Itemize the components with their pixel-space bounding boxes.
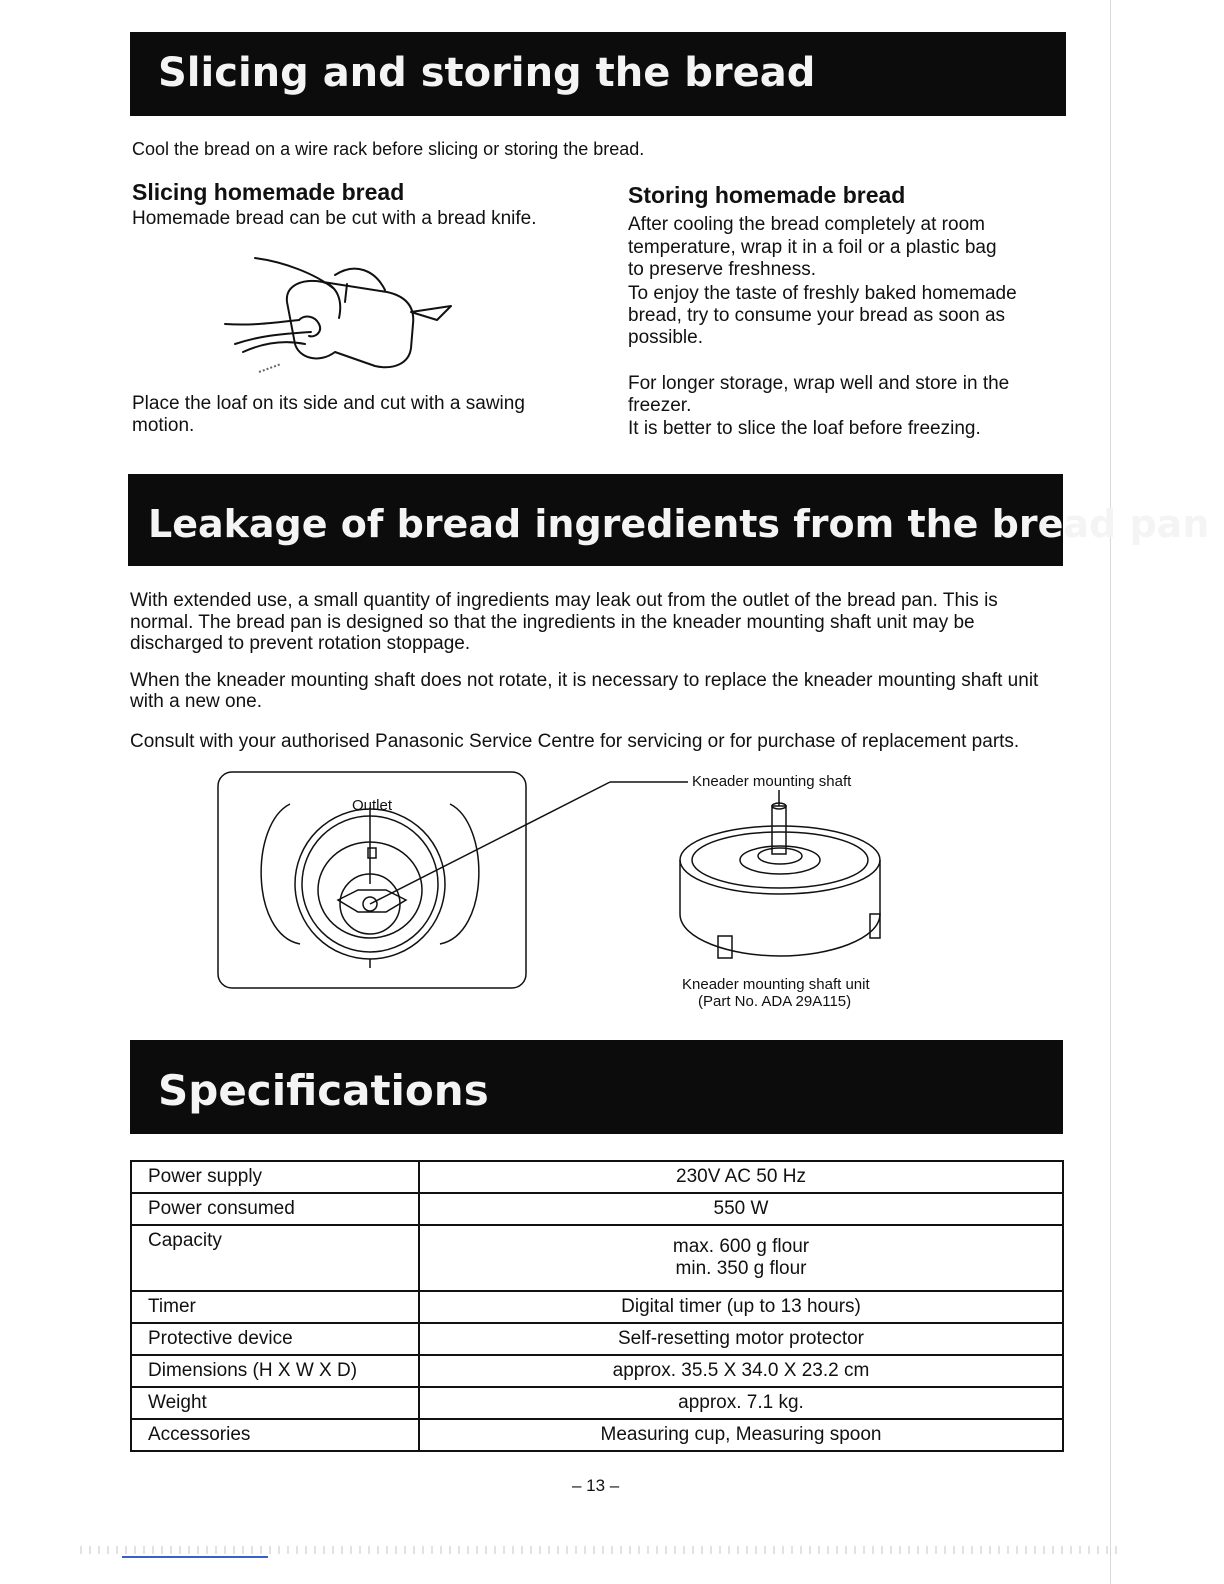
scan-artifact-line — [122, 1556, 268, 1558]
table-row — [131, 1225, 1063, 1291]
table-row — [131, 1323, 1063, 1355]
spec-value: Measuring cup, Measuring spoon — [419, 1419, 1063, 1451]
spec-value — [419, 1225, 1063, 1291]
spec-value: 230V AC 50 Hz — [419, 1161, 1063, 1193]
leakage-para1-line: discharged to prevent rotation stoppage. — [130, 633, 471, 654]
slicing-text: Homemade bread can be cut with a bread knife. — [132, 208, 537, 229]
spec-value-line: max. 600 g flour — [672, 1236, 810, 1257]
table-row — [131, 1355, 1063, 1387]
storing-line: After cooling the bread completely at room — [628, 214, 985, 235]
leakage-para2-line: with a new one. — [130, 691, 263, 712]
spec-value: 550 W — [419, 1193, 1063, 1225]
storing-line: to preserve freshness. — [628, 259, 816, 280]
spec-value: Self-resetting motor protector — [419, 1323, 1063, 1355]
slicing-caption-line2: motion. — [132, 415, 195, 436]
storing-line: It is better to slice the loaf before freezing. — [628, 418, 981, 439]
table-row — [131, 1161, 1063, 1193]
section-banner-specifications — [130, 1040, 1063, 1134]
spec-label: Power consumed — [131, 1193, 419, 1225]
spec-value: approx. 35.5 X 34.0 X 23.2 cm — [419, 1355, 1063, 1387]
page-number: – 13 – — [572, 1476, 620, 1495]
slicing-caption-line1: Place the loaf on its side and cut with a sawing — [132, 393, 525, 414]
page-edge-line — [1110, 0, 1111, 1584]
leakage-para1-line: normal. The bread pan is designed so that the ingredients in the kneader mounting shaft unit may be — [130, 612, 975, 633]
spec-label: Accessories — [131, 1419, 419, 1451]
spec-label: Dimensions (H X W X D) — [131, 1355, 419, 1387]
section-banner-leakage — [128, 474, 1210, 566]
leakage-para2-line: When the kneader mounting shaft does not rotate, it is necessary to replace the kneader mounting shaft unit — [130, 670, 1039, 691]
spec-label: Weight — [131, 1387, 419, 1419]
table-row — [131, 1193, 1063, 1225]
storing-line: freezer. — [628, 395, 692, 416]
section-title: Specifications — [158, 1066, 489, 1115]
table-row — [131, 1291, 1063, 1323]
leakage-para3: Consult with your authorised Panasonic Service Centre for servicing or for purchase of replacement parts. — [130, 731, 1020, 752]
storing-heading: Storing homemade bread — [628, 182, 906, 208]
specifications-table — [130, 1160, 1064, 1452]
kneader-shaft-label: Kneader mounting shaft — [692, 773, 852, 790]
spec-value: Digital timer (up to 13 hours) — [419, 1291, 1063, 1323]
scan-noise — [80, 1546, 1120, 1554]
spec-value: approx. 7.1 kg. — [419, 1387, 1063, 1419]
storing-line: temperature, wrap it in a foil or a plastic bag — [628, 237, 997, 258]
leakage-para1-line: With extended use, a small quantity of ingredients may leak out from the outlet of the bread pan. This is — [130, 590, 998, 611]
outlet-label: Outlet — [352, 797, 393, 814]
spec-label: Timer — [131, 1291, 419, 1323]
intro-text: Cool the bread on a wire rack before slicing or storing the bread. — [132, 139, 645, 159]
spec-label: Power supply — [131, 1161, 419, 1193]
section-title: Slicing and storing the bread — [158, 50, 816, 96]
section-title: Leakage of bread ingredients from the bread pan — [148, 502, 1210, 546]
storing-line: For longer storage, wrap well and store in the — [628, 373, 1010, 394]
storing-line: bread, try to consume your bread as soon as — [628, 305, 1006, 326]
spec-label: Capacity — [131, 1225, 419, 1291]
part-number-label: (Part No. ADA 29A115) — [698, 993, 852, 1010]
section-banner-slicing — [130, 32, 1066, 116]
storing-line: possible. — [628, 327, 703, 348]
spec-value-line: min. 350 g flour — [675, 1258, 807, 1279]
table-row — [131, 1419, 1063, 1451]
kneader-unit-label: Kneader mounting shaft unit — [682, 976, 870, 993]
table-row — [131, 1387, 1063, 1419]
spec-label: Protective device — [131, 1323, 419, 1355]
slicing-heading: Slicing homemade bread — [132, 179, 405, 205]
storing-line: To enjoy the taste of freshly baked homemade — [628, 283, 1017, 304]
bread-slicing-illustration — [215, 240, 465, 380]
